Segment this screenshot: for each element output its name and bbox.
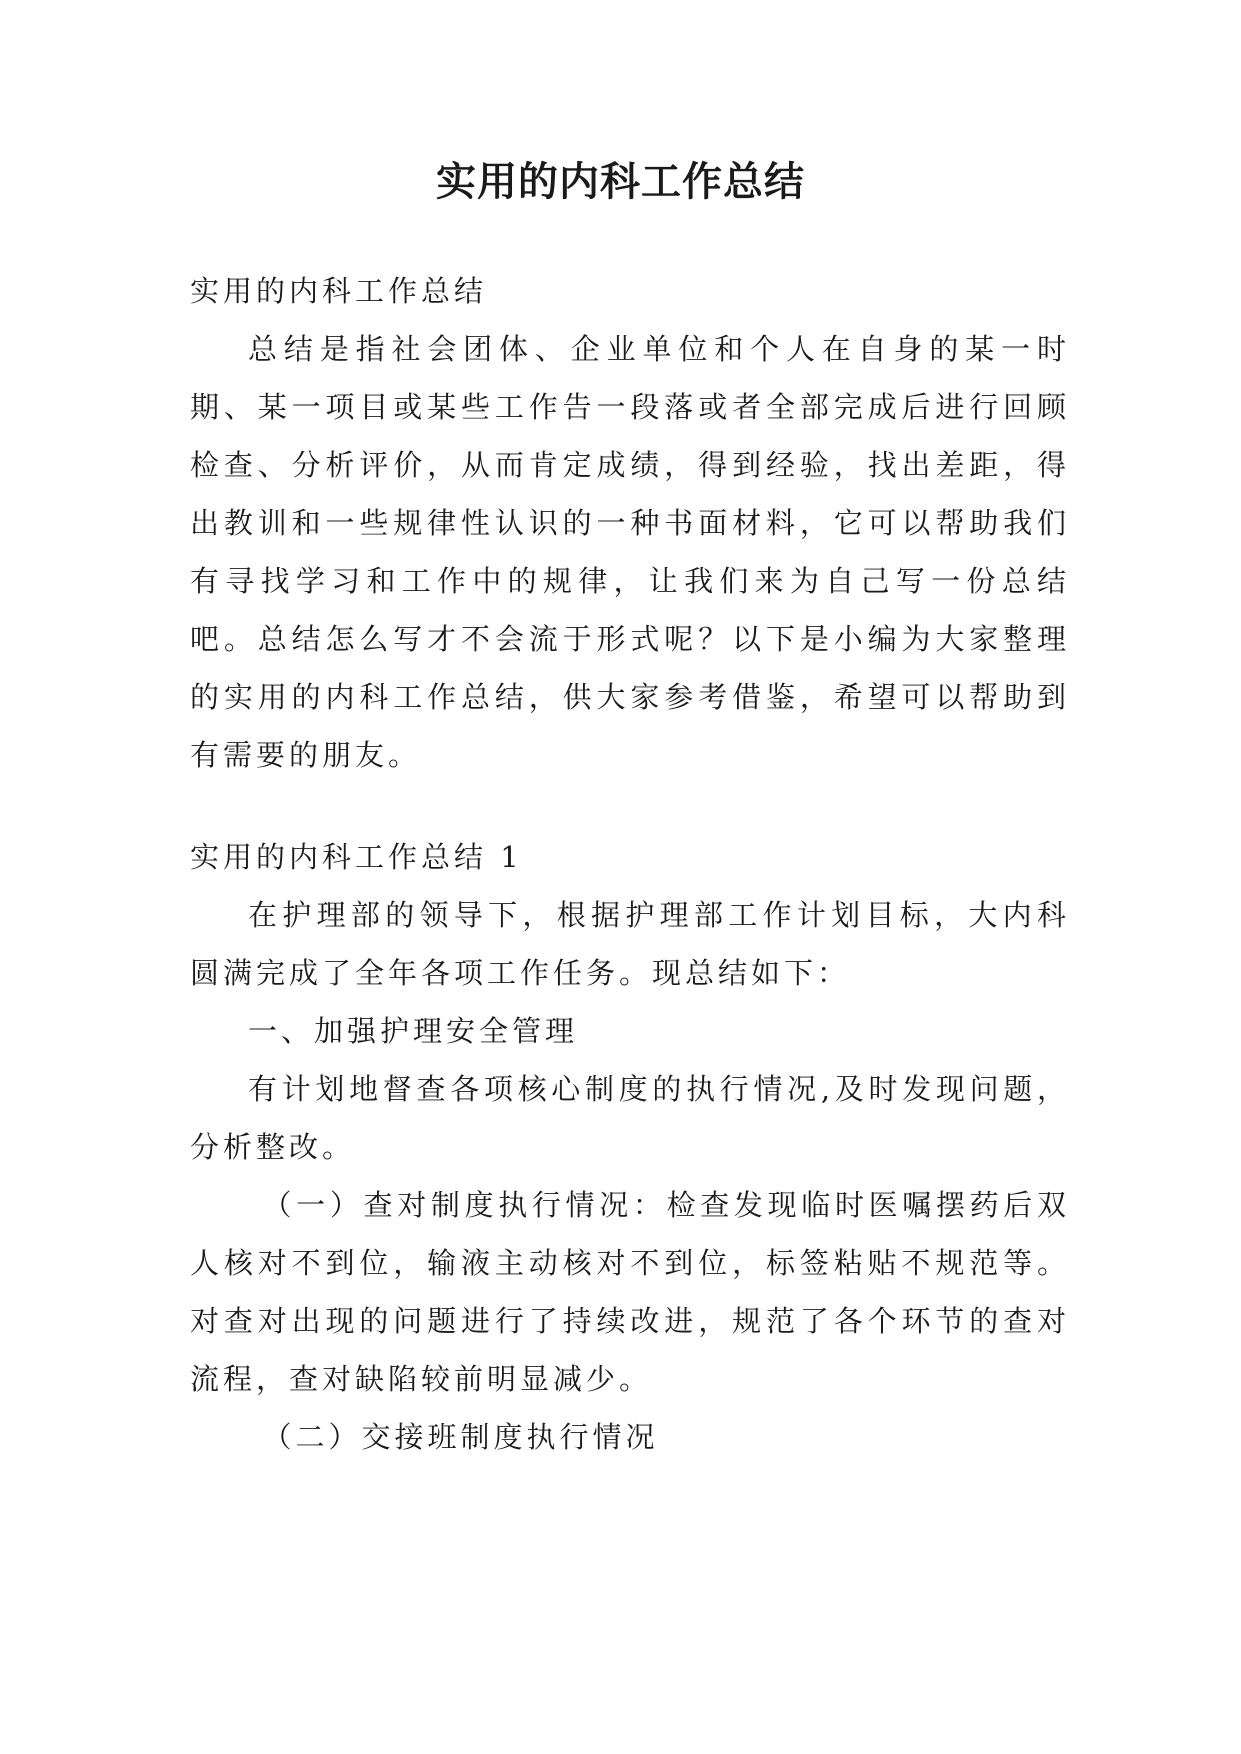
intro-heading: 实用的内科工作总结	[190, 274, 488, 308]
section-1	[190, 828, 1070, 1466]
intro-paragraph: 总结是指社会团体、企业单位和个人在自身的某一时期、某一项目或某些工作告一段落或者全部完成后进行回顾检查、分析评价，从而肯定成绩，得到经验，找出差距，得出教训和一些规律性认识的一种书面材料，它可以帮助我们有寻找学习和工作中的规律，让我们来为自己写一份总结吧。总结怎么写才不会流于形式呢？以下是小编为大家整理的实用的内科工作总结，供大家参考借鉴，希望可以帮助到有需要的朋友。	[190, 332, 1070, 772]
section-1-item-1-heading: 一、加强护理安全管理	[248, 1014, 579, 1048]
section-1-opening: 在护理部的领导下，根据护理部工作计划目标，大内科圆满完成了全年各项工作任务。现总结如下：	[190, 898, 1070, 990]
section-1-item-1-text: 有计划地督查各项核心制度的执行情况,及时发现问题，分析整改。	[190, 1072, 1070, 1164]
section-1-heading: 实用的内科工作总结 1	[190, 840, 523, 874]
intro-block	[190, 262, 1070, 784]
document-title: 实用的内科工作总结	[436, 159, 805, 205]
section-1-sub-1: （一）查对制度执行情况：检查发现临时医嘱摆药后双人核对不到位，输液主动核对不到位，标签粘贴不规范等。对查对出现的问题进行了持续改进，规范了各个环节的查对流程，查对缺陷较前明显减少。	[190, 1188, 1070, 1396]
section-1-sub-2: （二）交接班制度执行情况	[262, 1420, 659, 1454]
